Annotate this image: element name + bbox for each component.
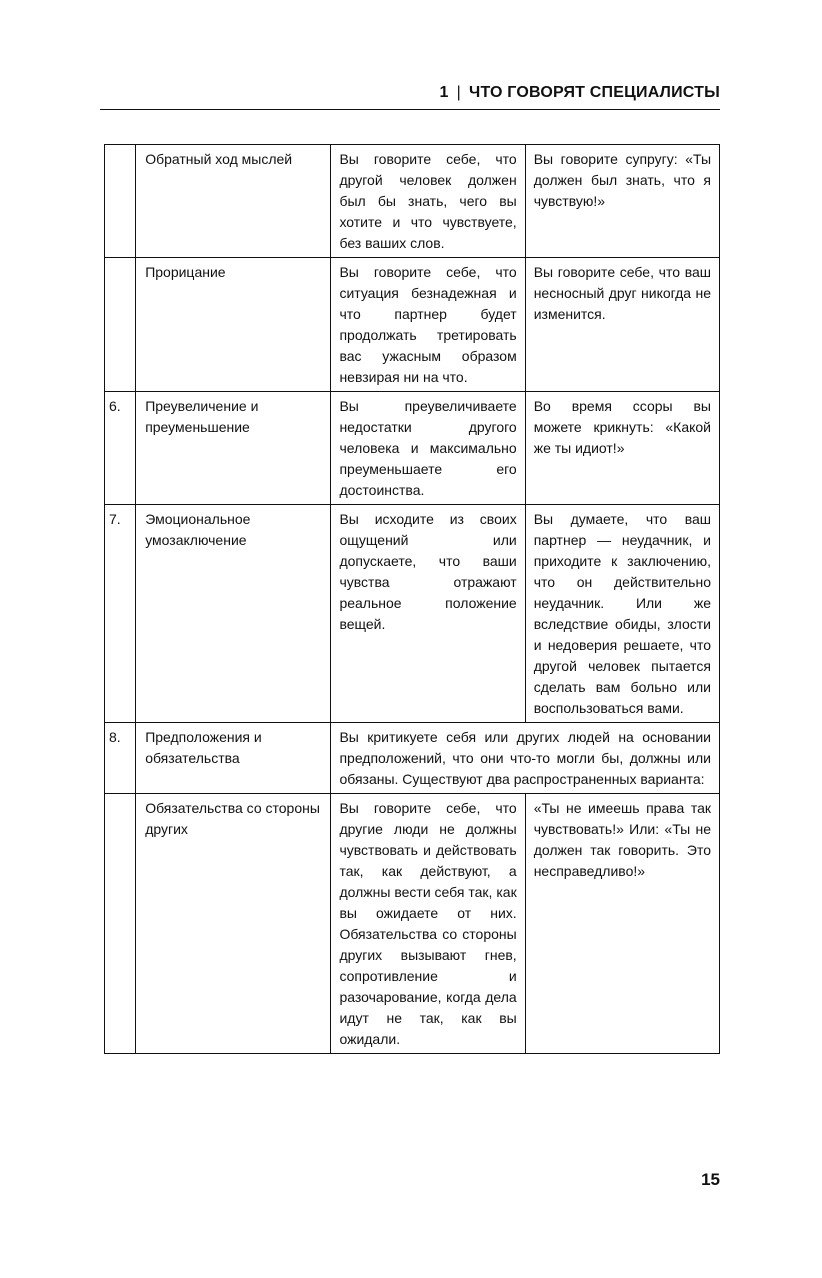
table-row — [105, 258, 720, 392]
distortion-name: Эмоциональное умозаключение — [136, 505, 331, 723]
table-row — [105, 392, 720, 505]
distortion-description: Вы преувеличиваете недостатки другого человека и максимально преуменьшаете его достоинства. — [331, 392, 525, 505]
row-number: 6. — [105, 392, 136, 505]
row-number — [105, 145, 136, 258]
distortion-description: Вы говорите себе, что другой человек должен был бы знать, чего вы хотите и что чувствуете, без ваших слов. — [331, 145, 525, 258]
distortion-name: Обязательства со стороны других — [136, 794, 331, 1054]
table-row — [105, 505, 720, 723]
distortions-table — [104, 144, 720, 1054]
distortion-description: Вы говорите себе, что другие люди не должны чувствовать и действовать так, как действуют, а должны вести себя так, как вы ожидаете от них. Обязательства со стороны других вызывают гнев, сопротивление и разочарование, когда дела идут не так, как вы ожидали. — [331, 794, 525, 1054]
distortion-example: Вы думаете, что ваш партнер — неудачник, и приходите к заключению, что он действительно неудачник. Или же вследствие обиды, злости и недоверия решаете, что другой человек пытается сделать вам больно или воспользоваться вами. — [525, 505, 719, 723]
header-rule — [100, 109, 720, 110]
distortion-description: Вы критикуете себя или других людей на основании предположений, что они что-то могли бы, должны или обязаны. Существуют два распространенных варианта: — [331, 723, 720, 794]
distortion-example: Во время ссоры вы можете крикнуть: «Какой же ты идиот!» — [525, 392, 719, 505]
distortion-name: Преувеличение и преуменьшение — [136, 392, 331, 505]
distortion-example: «Ты не имеешь права так чувствовать!» Или: «Ты не должен так говорить. Это несправедливо!» — [525, 794, 719, 1054]
row-number: 8. — [105, 723, 136, 794]
row-number — [105, 794, 136, 1054]
header-separator: | — [456, 84, 461, 101]
distortion-example: Вы говорите себе, что ваш несносный друг никогда не изменится. — [525, 258, 719, 392]
table-row — [105, 723, 720, 794]
distortion-description: Вы говорите себе, что ситуация безнадежная и что партнер будет продолжать третировать вас ужасным образом невзирая ни на что. — [331, 258, 525, 392]
table-row — [105, 145, 720, 258]
distortion-description: Вы исходите из своих ощущений или допускаете, что ваши чувства отражают реальное положение вещей. — [331, 505, 525, 723]
chapter-number: 1 — [439, 84, 449, 101]
table-row — [105, 794, 720, 1054]
running-head — [100, 84, 720, 102]
distortion-example: Вы говорите супругу: «Ты должен был знать, что я чувствую!» — [525, 145, 719, 258]
row-number — [105, 258, 136, 392]
chapter-title: ЧТО ГОВОРЯТ СПЕЦИАЛИСТЫ — [469, 84, 720, 101]
distortion-name: Прорицание — [136, 258, 331, 392]
distortion-name: Обратный ход мыслей — [136, 145, 331, 258]
row-number: 7. — [105, 505, 136, 723]
distortion-name: Предположения и обязательства — [136, 723, 331, 794]
page-number: 15 — [701, 1170, 720, 1189]
